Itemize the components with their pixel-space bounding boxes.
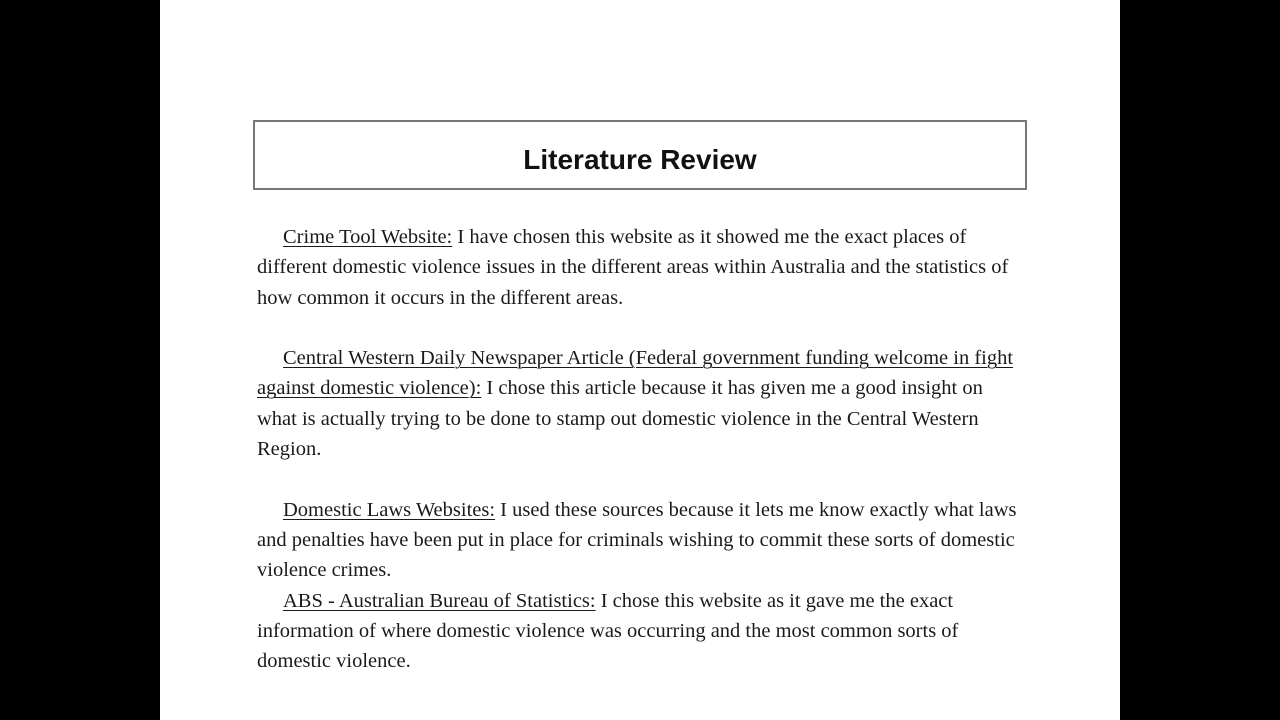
entry-text: I have chosen this website as it showed me the exact places of different domestic violence issues in the different areas within Australia and the statistics of how common it occurs in the different areas. <box>257 226 1009 309</box>
entry-source: ABS - Australian Bureau of Statistics: <box>283 589 596 612</box>
slide-page <box>160 0 1120 720</box>
entry-central-western-daily <box>257 343 1027 464</box>
entry-domestic-laws <box>257 495 1027 586</box>
entry-source: Domestic Laws Websites: <box>283 498 496 521</box>
entry-source: Central Western Daily Newspaper Article (Federal government funding welcome in fight against domestic violence): <box>257 347 1014 400</box>
entry-text: I chose this website as it gave me the exact information of where domestic violence was occurring and the most common sorts of domestic violence. <box>257 589 959 673</box>
entry-text: I used these sources because it lets me know exactly what laws and penalties have been put in place for criminals wishing to commit these sorts of domestic violence crimes. <box>257 498 1017 582</box>
literature-entries <box>257 222 1027 676</box>
entry-text: I chose this article because it has given me a good insight on what is actually trying to be done to stamp out domestic violence in the Central Western Region. <box>257 377 983 461</box>
entry-source: Crime Tool Website: <box>283 226 453 248</box>
slide-title: Literature Review <box>523 144 757 175</box>
title-box <box>253 120 1027 190</box>
entry-crime-tool <box>257 222 1027 313</box>
entry-abs <box>257 586 1027 677</box>
